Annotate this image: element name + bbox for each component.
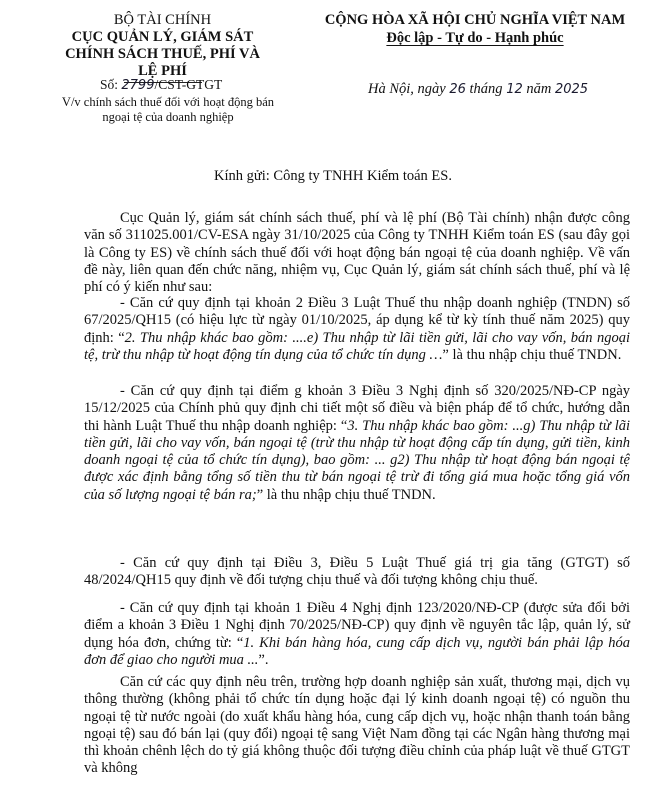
p2-text: - Căn cứ quy định tại khoản 2 Điều 3 Luật Thuế thu nhập doanh nghiệp (TNDN) số 67/2025/QH15 (có hiệu lực từ ngày 01/10/2025, áp dụng kể từ kỳ tính thuế năm 2025) quy định: “ [84,295,630,346]
p3-text-end: ” là thu nhập chịu thuế TNDN. [256,486,436,503]
ministry-name: BỘ TÀI CHÍNH [113,12,212,28]
p5-quote: 1. Khi bán hàng hóa, cung cấp dịch vụ, người bán phải lập hóa đơn để giao cho người mua ... [84,634,630,668]
agency-header [60,12,265,83]
date-year-label: năm [526,81,552,97]
p2-text-end: ” là thu nhập chịu thuế TNDN. [442,346,622,363]
doc-number-prefix: Số: [100,77,119,92]
paragraph-cit-decree-320 [84,383,630,504]
p5-text-end: ”. [258,651,269,668]
recipient-line: Kính gửi: Công ty TNHH Kiểm toán ES. [214,168,452,184]
date-month-label: tháng [469,81,503,97]
document-date [368,81,588,98]
doc-number-handwritten: 2799 [121,78,155,93]
national-title: CỘNG HÒA XÃ HỘI CHỦ NGHĨA VIỆT NAM [324,12,626,28]
paragraph-cit-decree-123 [84,600,630,669]
date-year: 2025 [554,82,589,97]
document-number [100,77,222,93]
doc-number-suffix: /CST-GTGT [154,77,223,92]
paragraph-cit-law-cit [84,295,630,364]
date-month: 12 [506,82,523,97]
p3-text: - Căn cứ quy định tại điểm g khoản 3 Điều 3 Nghị định số 320/2025/NĐ-CP ngày 15/12/2025 của Chính phủ quy định chi tiết một số điều và biện pháp để tổ chức, hướng dẫn thi hành Luật Thuế thu nhập doanh nghiệp: “ [84,383,630,434]
paragraph-cit-vat-law: - Căn cứ quy định tại Điều 3, Điều 5 Luật Thuế giá trị gia tăng (GTGT) số 48/2024/QH15 quy định về đối tượng chịu thuế và đối tượng không chịu thuế. [84,555,630,589]
p2-quote: 2. Thu nhập khác bao gồm: ....e) Thu nhập từ lãi tiền gửi, lãi cho vay vốn, bán ngoại tệ, trừ thu nhập từ hoạt động tín dụng của tổ chức tín dụng … [84,329,630,363]
national-header [300,12,650,47]
agency-name-line1: CỤC QUẢN LÝ, GIÁM SÁT [71,29,254,45]
date-place: Hà Nội, ngày [368,81,446,97]
p3-quote: 3. Thu nhập khác bao gồm: ...g) Thu nhập từ lãi tiền gửi, lãi cho vay vốn, bán ngoại tệ (trừ thu nhập từ hoạt động cấp tín dụng, gửi tiền, kinh doanh ngoại tệ của tổ chức tín dụng), bao gồm: ... g2) Thu nhập từ hoạt động bán ngoại tệ được xác định bằng tổng số tiền thu từ bán ngoại tệ trừ đi tổng giá mua hoặc tổng giá vốn của số lượng ngoại tệ bán ra; [84,417,630,503]
paragraph-intro: Cục Quản lý, giám sát chính sách thuế, phí và lệ phí (Bộ Tài chính) nhận được công văn số 311025.001/CV-ESA ngày 31/10/2025 của Công ty TNHH Kiểm toán ES (sau đây gọi là Công ty ES) về chính sách thuế đối với hoạt động bán ngoại tệ của doanh nghiệp. Về vấn đề này, liên quan đến chức năng, nhiệm vụ, Cục Quản lý, giám sát chính sách thuế, phí và lệ phí có ý kiến như sau: [84,210,630,296]
agency-name-line2: CHÍNH SÁCH THUẾ, PHÍ VÀ LỆ PHÍ [65,46,260,79]
document-subject: V/v chính sách thuế đối với hoạt động bán ngoại tệ của doanh nghiệp [61,95,275,124]
national-motto: Độc lập - Tự do - Hạnh phúc [386,30,564,46]
date-day: 26 [449,82,466,97]
paragraph-conclusion: Căn cứ các quy định nêu trên, trường hợp doanh nghiệp sản xuất, thương mại, dịch vụ thông thường (không phải tổ chức tín dụng hoặc đại lý kinh doanh ngoại tệ) có nguồn thu ngoại tệ từ nước ngoài (do xuất khẩu hàng hóa, cung cấp dịch vụ, hoặc nhận thanh toán bằng ngoại tệ) sau đó bán lại (quy đổi) ngoại tệ sang Việt Nam đồng tại các Ngân hàng thương mại thì khoản chênh lệch do tỷ giá không thuộc đối tượng điều chỉnh của pháp luật về thuế GTGT và không [84,674,630,777]
p5-text: - Căn cứ quy định tại khoản 1 Điều 4 Nghị định 123/2020/NĐ-CP (được sửa đổi bởi điểm a khoản 3 Điều 1 Nghị định 70/2025/NĐ-CP) quy định về nguyên tắc lập, quản lý, sử dụng hóa đơn, chứng từ: “ [84,600,630,651]
